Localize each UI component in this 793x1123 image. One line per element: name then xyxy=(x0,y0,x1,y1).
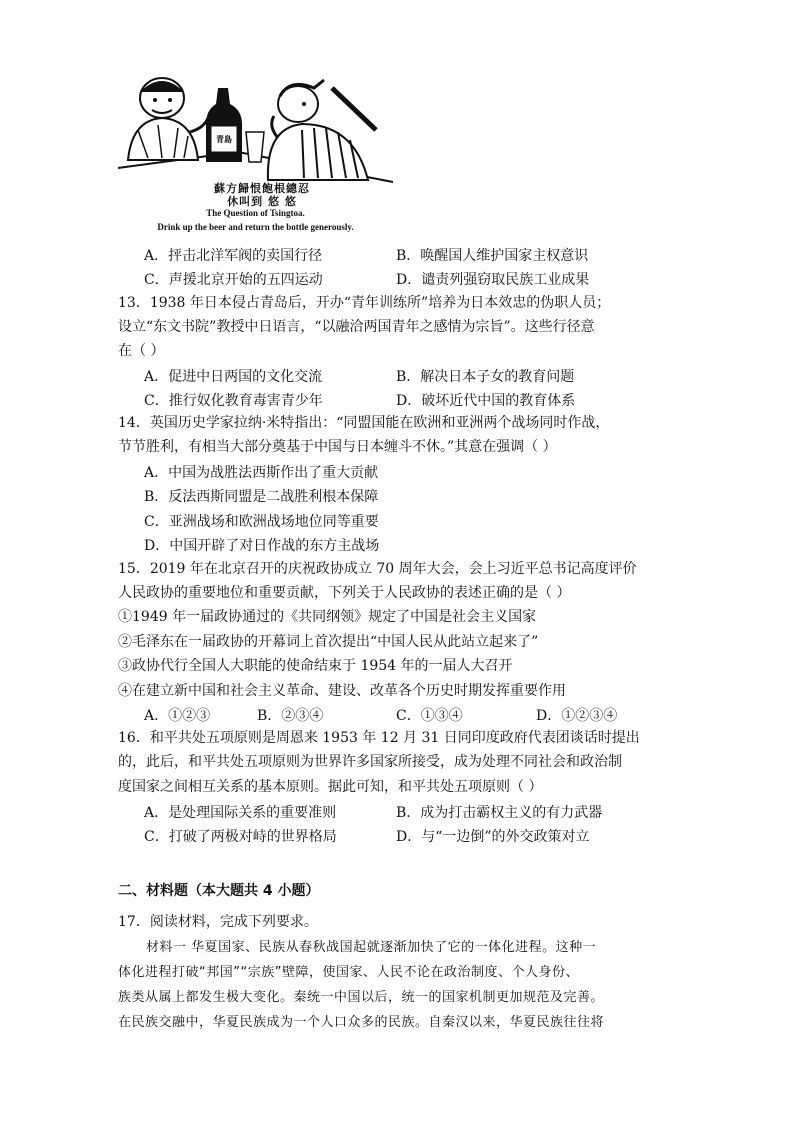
q17-material-line-3: 族类从属上都发生极大变化。秦统一中国以后，统一的国家机制更加规范及完善。 xyxy=(118,990,605,1005)
q12-option-b[interactable]: B．唤醒国人维护国家主权意识 xyxy=(396,248,589,264)
q16-stem-line-3: 度国家之间相互关系的基本原则。据此可知，和平共处五项原则（ ） xyxy=(118,779,543,795)
cartoon-chinese-caption xyxy=(162,182,362,208)
q16-option-d[interactable]: D．与“一边倒”的外交政策对立 xyxy=(396,829,590,845)
q14-option-d[interactable]: D．中国开辟了对日作战的东方主战场 xyxy=(144,538,380,554)
q16-option-b[interactable]: B．成为打击霸权主义的有力武器 xyxy=(396,805,603,821)
q15-statement-1: ①1949 年一届政协通过的《共同纲领》规定了中国是社会主义国家 xyxy=(118,609,537,625)
q15-stem-line-1: 15．2019 年在北京召开的庆祝政协成立 70 周年大会，会上习近平总书记高度评价 xyxy=(118,561,637,577)
q17-stem: 17．阅读材料，完成下列要求。 xyxy=(118,914,318,930)
cartoon-english-title: The Question of Tsingtoa. xyxy=(206,208,305,218)
q15-stem-line-2: 人民政协的重要地位和重要贡献，下列关于人民政协的表述正确的是（ ） xyxy=(118,585,571,601)
q13-option-b[interactable]: B．解决日本子女的教育问题 xyxy=(396,369,575,385)
q15-option-a[interactable]: A．①②③ xyxy=(144,708,211,724)
q17-material-line-2: 体化进程打破“邦国”“宗族”壁障，使国家、人民不论在政治制度、个人身份、 xyxy=(118,965,579,980)
q17-material-line-1: 材料一 华夏国家、民族从春秋战国起就逐渐加快了它的一体化进程。这种一 xyxy=(146,940,597,955)
q16-stem-line-1: 16．和平共处五项原则是周恩来 1953 年 12 月 31 日同印度政府代表团谈话时提出 xyxy=(118,730,640,746)
q14-stem-line-2: 节节胜利，有相当大部分奠基于中国与日本缠斗不休。”其意在强调（ ） xyxy=(118,439,557,455)
q15-statement-2: ②毛泽东在一届政协的开幕词上首次提出“中国人民从此站立起来了” xyxy=(118,634,539,650)
section-heading: 二、材料题（本大题共 4 小题） xyxy=(118,883,320,899)
q13-stem-line-3: 在（ ） xyxy=(118,343,165,359)
q17-material-line-4: 在民族交融中，华夏民族成为一个人口众多的民族。自秦汉以来，华夏民族往往将 xyxy=(118,1015,605,1030)
q13-option-c[interactable]: C．推行奴化教育毒害青少年 xyxy=(144,393,323,409)
q12-option-a[interactable]: A．抨击北洋军阀的卖国行径 xyxy=(144,248,323,264)
cartoon-english-subtitle: Drink up the beer and return the bottle generously. xyxy=(157,222,354,232)
q16-stem-line-2: 的，此后，和平共处五项原则为世界许多国家所接受，成为处理不同社会和政治制 xyxy=(118,754,622,770)
q12-option-d[interactable]: D．谴责列强窃取民族工业成果 xyxy=(396,272,590,288)
q15-option-d[interactable]: D．①②③④ xyxy=(536,708,618,724)
q14-option-c[interactable]: C．亚洲战场和欧洲战场地位同等重要 xyxy=(144,514,379,530)
cartoon-caption-line-1: 蘇方歸恨飽根總忍 xyxy=(214,182,310,195)
q15-option-c[interactable]: C．①③④ xyxy=(396,708,463,724)
bottle-label: 青島 xyxy=(216,135,232,144)
cartoon-illustration xyxy=(118,70,393,235)
q16-option-a[interactable]: A．是处理国际关系的重要准则 xyxy=(144,805,337,821)
q14-option-b[interactable]: B．反法西斯同盟是二战胜利根本保障 xyxy=(144,489,379,505)
q14-option-a[interactable]: A．中国为战胜法西斯作出了重大贡献 xyxy=(144,465,379,481)
q13-option-a[interactable]: A．促进中日两国的文化交流 xyxy=(144,369,323,385)
q15-statement-4: ④在建立新中国和社会主义革命、建设、改革各个历史时期发挥重要作用 xyxy=(118,683,566,699)
q13-stem-line-2: 设立“东文书院”教授中日语言，“以融洽两国青年之感情为宗旨”。这些行径意 xyxy=(118,319,595,335)
q15-statement-3: ③政协代行全国人大职能的使命结束于 1954 年的一届人大召开 xyxy=(118,658,513,674)
q16-option-c[interactable]: C．打破了两极对峙的世界格局 xyxy=(144,829,337,845)
q14-stem-line-1: 14．英国历史学家拉纳·米特指出：“同盟国能在欧洲和亚洲两个战场同时作战， xyxy=(118,415,610,431)
q13-stem-line-1: 13．1938 年日本侵占青岛后，开办“青年训练所”培养为日本效忠的伪职人员； xyxy=(118,295,611,311)
q15-option-b[interactable]: B．②③④ xyxy=(257,708,324,724)
q13-option-d[interactable]: D．破坏近代中国的教育体系 xyxy=(396,393,576,409)
cartoon-caption-line-2: 休叫到 悠 悠 xyxy=(227,195,297,208)
q12-option-c[interactable]: C．声援北京开始的五四运动 xyxy=(144,272,323,288)
